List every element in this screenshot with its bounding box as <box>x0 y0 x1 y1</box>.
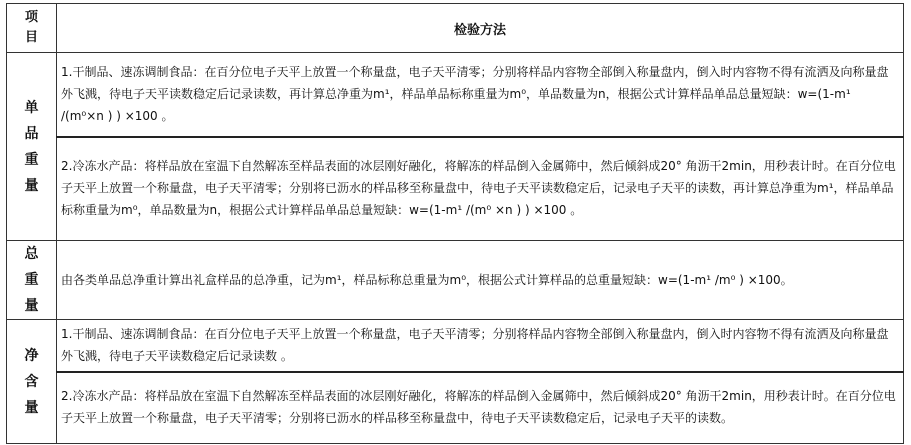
table-header-row <box>7 4 904 53</box>
table-row <box>7 320 904 372</box>
section-label-single-weight <box>7 53 57 241</box>
section-label-total-weight <box>7 241 57 320</box>
method-text: 1.干制品、速冻调制食品：在百分位电子天平上放置一个称量盘，电子天平清零；分别将样品内容物全部倒入称量盘内，倒入时内容物不得有流洒及向称量盘外飞溅，待电子天平读数稳定后记录读数，再计算总净重为m¹，样品单品标称重量为m⁰，单品数量为n，根据公式计算样品单品总量短缺：w=(1-m¹ /(m⁰×n ) ) ×100 。 <box>57 53 904 137</box>
table-row <box>7 137 904 241</box>
label-char: 重 <box>24 151 39 168</box>
inspection-method-table <box>6 3 904 444</box>
label-char: 品 <box>24 125 39 142</box>
method-text: 1.干制品、速冻调制食品：在百分位电子天平上放置一个称量盘，电子天平清零；分别将样品内容物全部倒入称量盘内，倒入时内容物不得有流洒及向称量盘外飞溅，待电子天平读数稳定后记录读数 。 <box>57 320 904 372</box>
label-char: 含 <box>24 373 39 390</box>
label-char: 总 <box>24 246 39 262</box>
method-text: 由各类单品总净重计算出礼盒样品的总净重，记为m¹，样品标称总重量为m⁰，根据公式计算样品的总重量短缺：w=(1-m¹ /m⁰ ) ×100。 <box>57 241 904 320</box>
label-char: 目 <box>24 30 38 45</box>
label-char: 量 <box>24 177 39 194</box>
label-char: 项 <box>24 10 38 25</box>
header-method: 检验方法 <box>57 4 904 53</box>
label-char: 量 <box>24 298 39 314</box>
table-row <box>7 53 904 137</box>
label-char: 单 <box>24 99 39 116</box>
method-text: 2.冷冻水产品：将样品放在室温下自然解冻至样品表面的冰层刚好融化，将解冻的样品倒入金属筛中，然后倾斜成20° 角沥干2min，用秒表计时。在百分位电子天平上放置一个称量盘，电子天平清零；分别将已沥水的样品移至称量盘中，待电子天平读数稳定后，记录电子天平的读数，再计算总净重为m¹，样品单品标称重量为m⁰，单品数量为n，根据公式计算样品单品总量短缺：w=(1-m¹ /(m⁰ ×n ) ) ×100 。 <box>57 137 904 241</box>
method-text: 2.冷冻水产品：将样品放在室温下自然解冻至样品表面的冰层刚好融化，将解冻的样品倒入金属筛中，然后倾斜成20° 角沥干2min，用秒表计时。在百分位电子天平上放置一个称量盘，电子天平清零；分别将已沥水的样品移至称量盘中，待电子天平读数稳定后，记录电子天平的读数。 <box>57 372 904 444</box>
table-row <box>7 372 904 444</box>
table-row <box>7 241 904 320</box>
section-label-net-content <box>7 320 57 444</box>
label-char: 净 <box>24 347 39 364</box>
header-item-label <box>7 8 56 48</box>
label-char: 重 <box>24 272 39 288</box>
label-char: 量 <box>24 399 39 416</box>
header-item <box>7 4 57 53</box>
